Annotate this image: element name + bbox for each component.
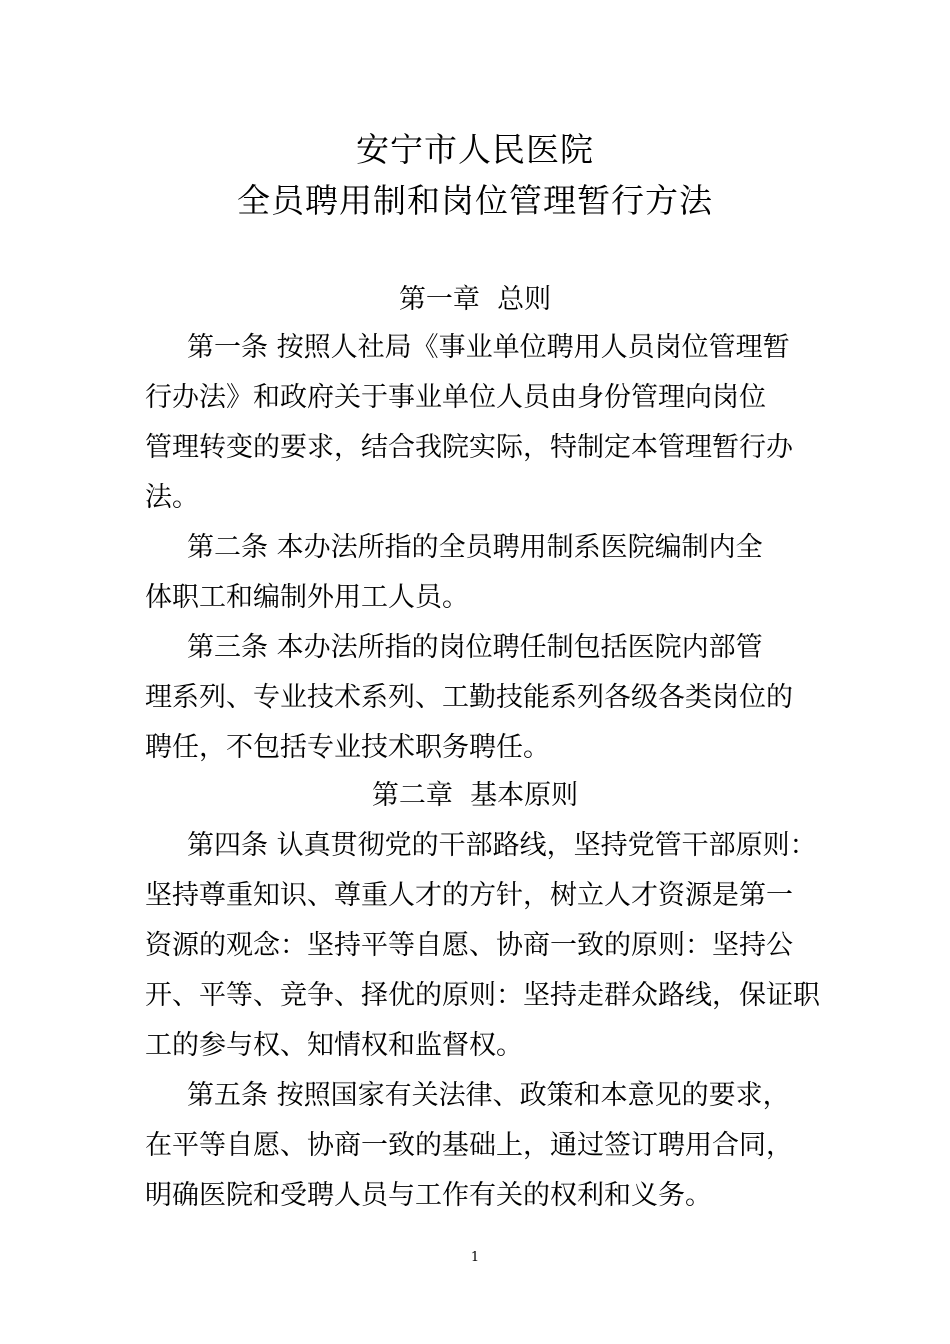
article-2-line-2: 体职工和编制外用工人员。 xyxy=(145,582,469,613)
article-4-line-3: 资源的观念：坚持平等自愿、协商一致的原则：坚持公 xyxy=(145,930,793,961)
page-number: 1 xyxy=(470,1250,480,1265)
article-1-line-4: 法。 xyxy=(145,482,199,513)
article-5-line-1: 第五条 按照国家有关法律、政策和本意见的要求， xyxy=(187,1080,790,1111)
article-5-line-2: 在平等自愿、协商一致的基础上，通过签订聘用合同， xyxy=(145,1130,793,1161)
article-4-line-5: 工的参与权、知情权和监督权。 xyxy=(145,1030,523,1061)
article-4-line-1: 第四条 认真贯彻党的干部路线，坚持党管干部原则： xyxy=(187,830,817,861)
article-4-line-4: 开、平等、竞争、择优的原则：坚持走群众路线，保证职 xyxy=(145,980,820,1011)
document-title-line-2: 全员聘用制和岗位管理暂行方法 xyxy=(237,181,713,220)
article-4-line-2: 坚持尊重知识、尊重人才的方针，树立人才资源是第一 xyxy=(145,880,793,911)
article-5-line-3: 明确医院和受聘人员与工作有关的权利和义务。 xyxy=(145,1180,712,1211)
document-title-line-1: 安宁市人民医院 xyxy=(356,130,594,169)
chapter-heading-2: 第二章 基本原则 xyxy=(371,780,579,811)
article-3-line-2: 理系列、专业技术系列、工勤技能系列各级各类岗位的 xyxy=(145,682,793,713)
article-1-line-1: 第一条 按照人社局《事业单位聘用人员岗位管理暂 xyxy=(187,332,790,363)
article-1-line-2: 行办法》和政府关于事业单位人员由身份管理向岗位 xyxy=(145,382,766,413)
chapter-heading-1: 第一章 总则 xyxy=(398,284,552,315)
article-3-line-1: 第三条 本办法所指的岗位聘任制包括医院内部管 xyxy=(187,632,763,663)
article-2-line-1: 第二条 本办法所指的全员聘用制系医院编制内全 xyxy=(187,532,763,563)
article-1-line-3: 管理转变的要求，结合我院实际，特制定本管理暂行办 xyxy=(145,432,793,463)
article-3-line-3: 聘任，不包括专业技术职务聘任。 xyxy=(145,732,550,763)
